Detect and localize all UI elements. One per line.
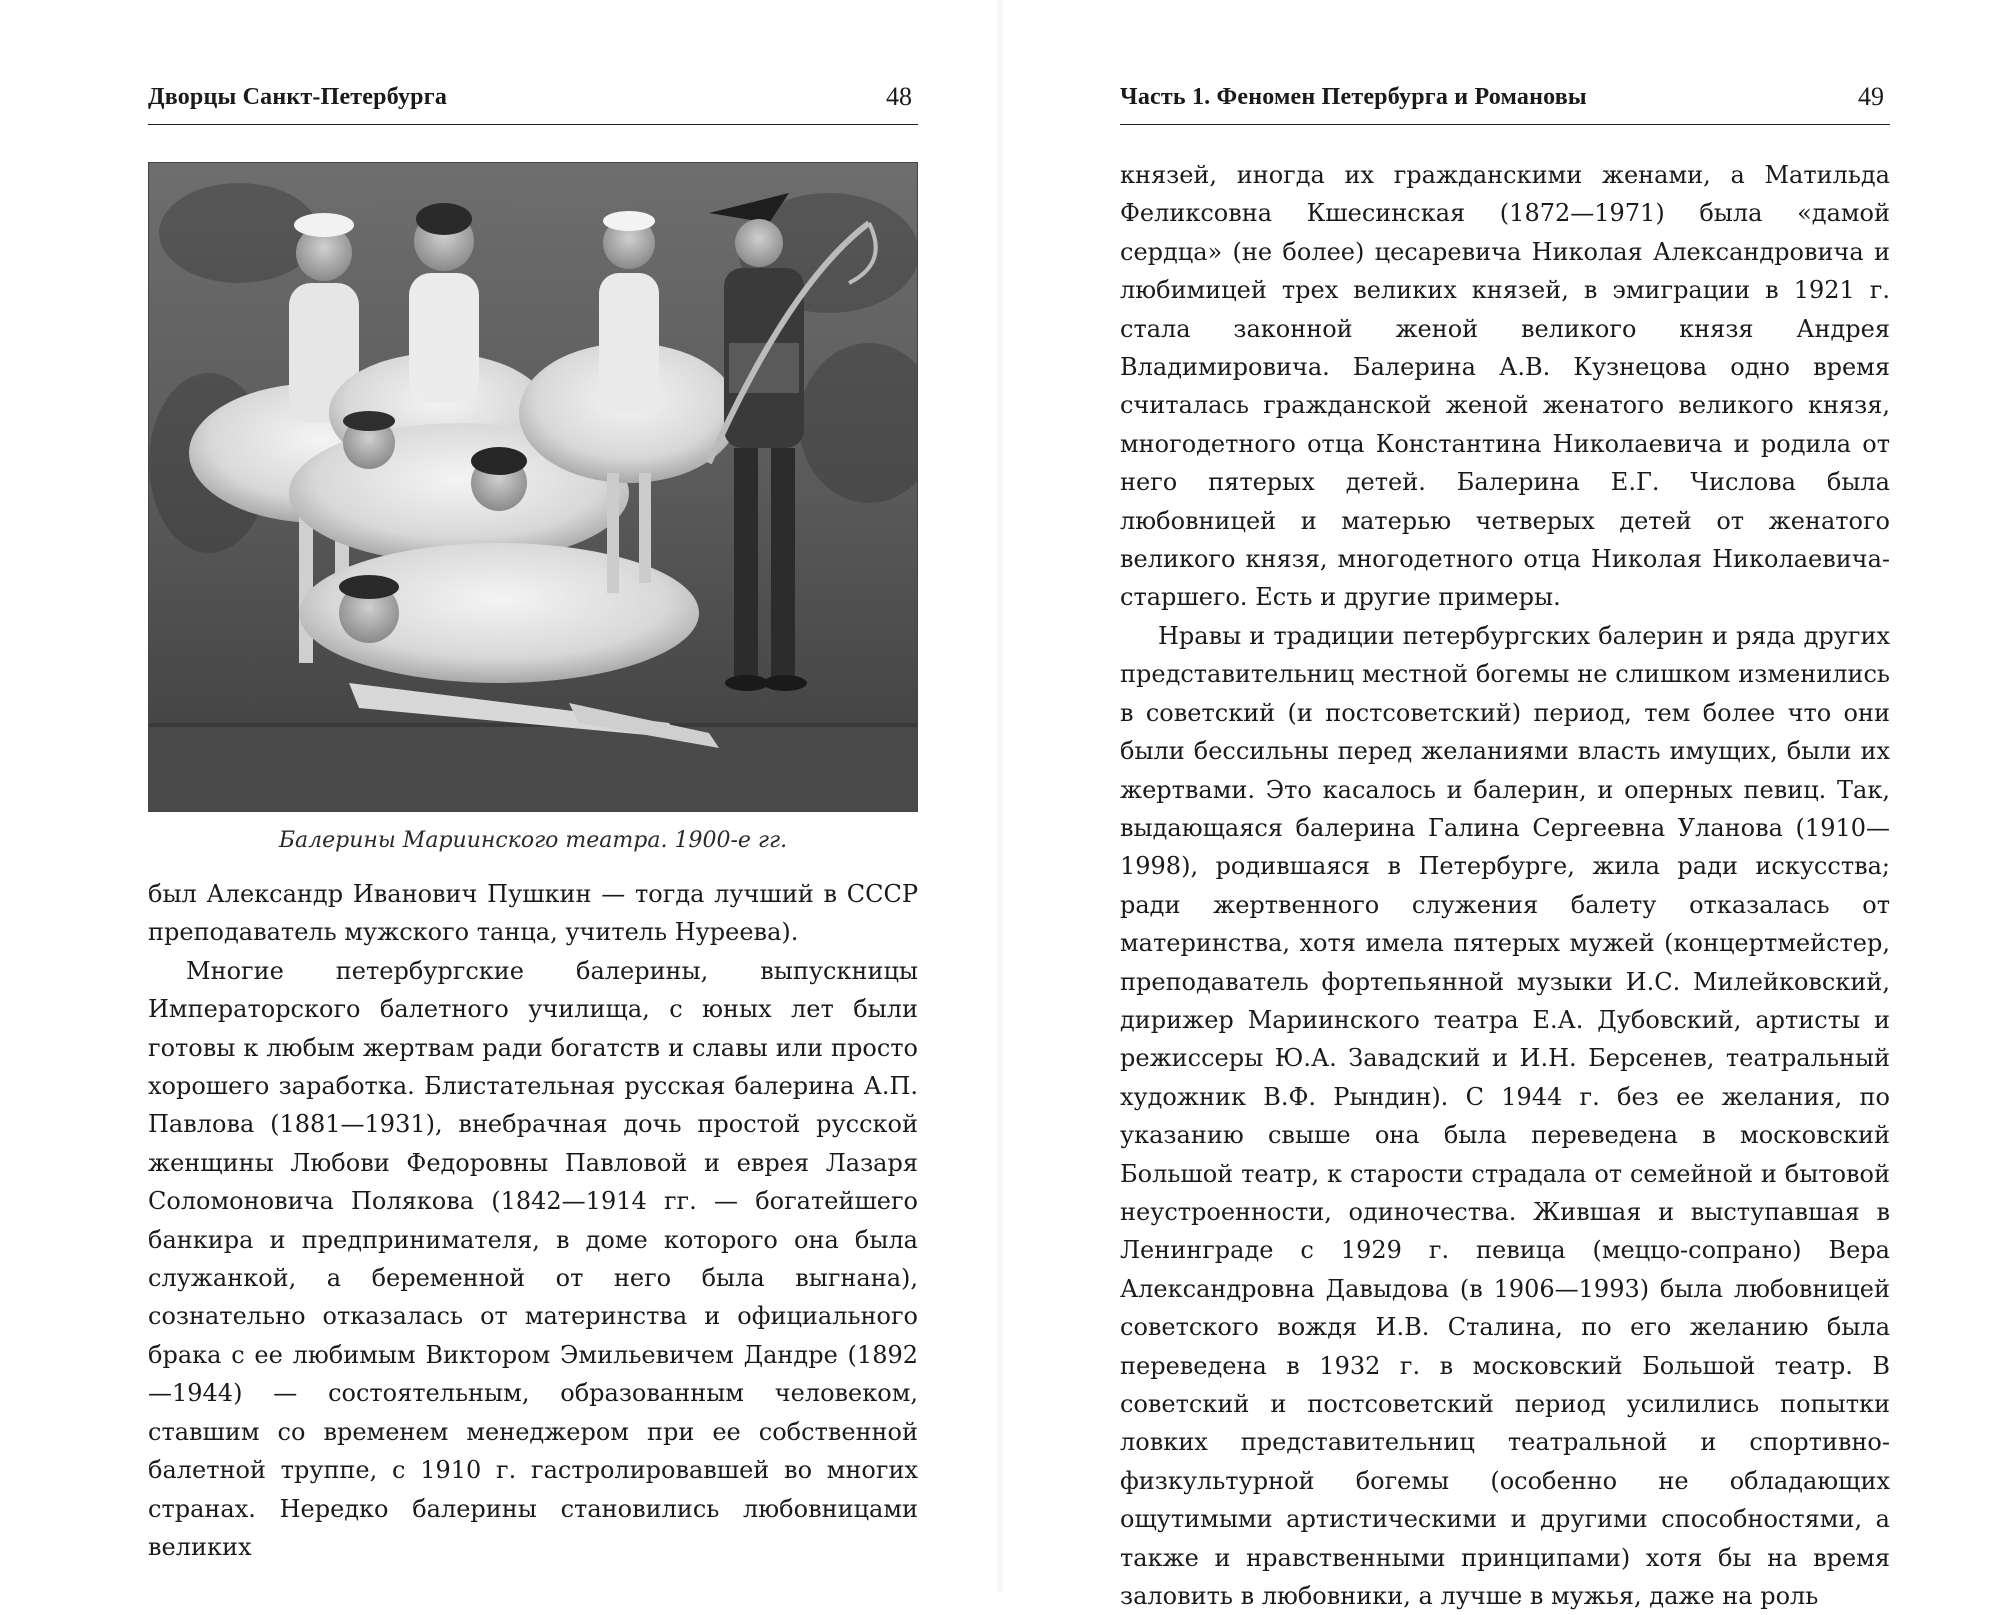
right-paragraph-1: князей, иногда их гражданскими женами, а Матильда Феликсовна Кшесинская (1872—1971) была «дамой сердца» (не более) цесаревича Николая Александровича и любимицей трех великих князей, в эмиграции в 1921 г. стала законной женой великого князя Андрея Владимировича. Балерина А.В. Кузнецова одно время считалась гражданской женой женатого великого князя, многодетного отца Константина Николаевича и родила от него пятерых детей. Балерина Е.Г. Числова была любовницей и матерью четверых детей от женатого великого князя, многодетного отца Николая Николаевича-старшего. Есть и другие примеры.: [1120, 161, 1890, 612]
left-paragraph-2: Многие петербургские балерины, выпускницы Императорского балетного училища, с юных лет были готовы к любым жертвам ради богатств и славы или просто хорошего заработка. Блистательная русская балерина А.П. Павлова (1881—1931), внебрачная дочь простой русской женщины Любови Федоровны Павловой и еврея Лазаря Соломоновича Полякова (1842—1914 гг. — богатейшего банкира и предпринимателя, в доме которого она была служанкой, а беременной от него была выгнана), сознательно отказалась от материнства и официального брака с ее любимым Виктором Эмильевичем Дандре (1892—1944) — состоятельным, образованным человеком, ставшим со временем менеджером при ее собственной балетной труппе, с 1910 г. гастролировавшей во многих странах. Нередко балерины становились любовницами великих: [148, 956, 918, 1561]
right-running-head: [1120, 80, 1890, 125]
left-running-head-title: Дворцы Санкт-Петербурга: [148, 84, 448, 110]
right-running-head-title: Часть 1. Феномен Петербурга и Романовы: [1120, 84, 1587, 110]
right-page: [1120, 0, 1890, 1611]
right-page-number: 49: [1858, 82, 1884, 111]
left-paragraph-1: был Александр Иванович Пушкин — тогда лучший в СССР преподаватель мужского танца, учитель Нуреева).: [148, 880, 918, 947]
ballerinas-photo-illustration: [149, 163, 918, 812]
left-page: [148, 0, 918, 1592]
left-running-head: [148, 80, 918, 125]
left-page-number: 48: [886, 82, 912, 111]
figure-caption: Балерины Мариинского театра. 1900-е гг.: [278, 828, 788, 853]
book-gutter: [995, 0, 1005, 1592]
right-body-text: [1120, 156, 1890, 1615]
ballerinas-photo: [148, 162, 918, 812]
right-paragraph-2: Нравы и традиции петербургских балерин и ряда других представительниц местной богемы не слишком изменились в советский (и постсоветский) период, тем более что они были бессильны перед желаниями власть имущих, были их жертвами. Это касалось и балерин, и оперных певиц. Так, выдающаяся балерина Галина Сергеевна Уланова (1910—1998), родившаяся в Петербурге, жила ради искусства; ради жертвенного служения балету отказалась от материнства, хотя имела пятерых мужей (концертмейстер, преподаватель фортепьянной музыки И.С. Милейковский, дирижер Мариинского театра Е.А. Дубовский, артисты и режиссеры Ю.А. Завадский и И.Н. Берсенев, театральный художник В.Ф. Рындин). С 1944 г. без ее желания, по указанию свыше она была переведена в московский Большой театр, к старости страдала от семейной и бытовой неустроенности, одиночества. Жившая и выступавшая в Ленинграде с 1929 г. певица (меццо-сопрано) Вера Александровна Давыдова (в 1906—1993) была любовницей советского вождя И.В. Сталина, по его желанию была переведена в 1932 г. в московский Большой театр. В советский и постсоветский период усилились попытки ловких представительниц театральной и спортивно-физкультурной богемы (особенно не обладающих ощутимыми артистическими и другими способностями, а также и нравственными принципами) хотя бы на время заловить в любовники, а лучше в мужья, даже на роль: [1120, 621, 1890, 1611]
left-body-text: [148, 875, 918, 1566]
